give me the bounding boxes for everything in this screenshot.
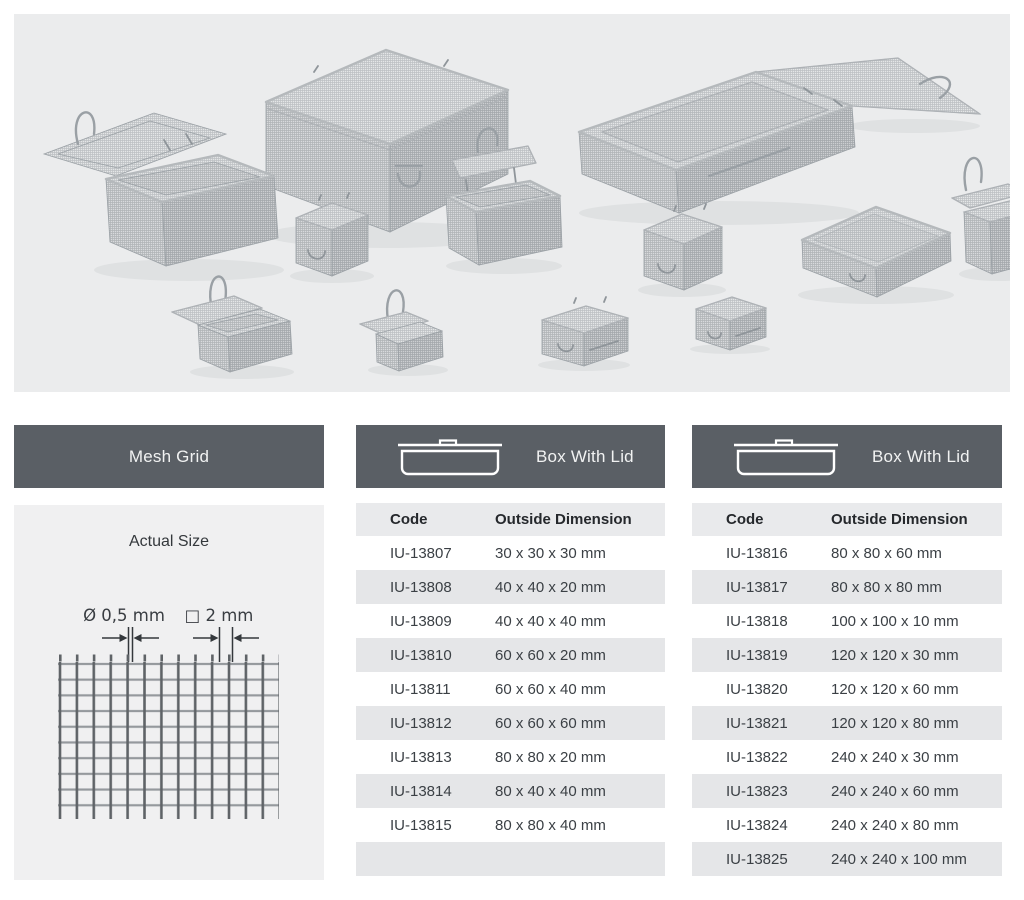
table-row: IU-13813 80 x 80 x 20 mm — [390, 748, 606, 766]
mesh-size-callout — [193, 627, 259, 662]
mesh-basket-closed-1 — [542, 297, 628, 366]
box-with-lid-icon — [394, 436, 506, 476]
table-row: IU-13816 80 x 80 x 60 mm — [726, 544, 942, 562]
mesh-swatch — [58, 658, 279, 819]
table-row: IU-13810 60 x 60 x 20 mm — [356, 638, 665, 672]
table-row: IU-13823 240 x 240 x 60 mm — [692, 774, 1002, 808]
table-row: IU-13809 40 x 40 x 40 mm — [390, 612, 606, 630]
table-row: IU-13817 80 x 80 x 80 mm — [692, 570, 1002, 604]
table-row-empty — [356, 842, 665, 876]
table-row: IU-13821 120 x 120 x 80 mm — [692, 706, 1002, 740]
table-row: IU-13815 80 x 80 x 40 mm — [390, 816, 606, 834]
table-row: IU-13822 240 x 240 x 30 mm — [726, 748, 959, 766]
box-with-lid-header-2 — [692, 425, 1002, 488]
mesh-basket-small-open — [172, 277, 292, 372]
table-header-row — [356, 503, 665, 536]
mesh-grid-title: Mesh Grid — [128, 446, 210, 466]
table-row: IU-13824 240 x 240 x 80 mm — [726, 816, 959, 834]
table-row: IU-13807 30 x 30 x 30 mm — [390, 544, 606, 562]
table-row: IU-13812 60 x 60 x 60 mm — [356, 706, 665, 740]
mesh-baskets-illustration — [14, 14, 1010, 392]
table-header-row — [692, 503, 1002, 536]
box-with-lid-panel-2 — [692, 425, 1002, 876]
table-row: IU-13819 120 x 120 x 30 mm — [692, 638, 1002, 672]
column-header-dimension: Outside Dimension — [831, 511, 968, 528]
mesh-grid-panel — [14, 425, 324, 625]
column-header-code: Code — [390, 511, 428, 528]
mesh-tray-open-lid — [579, 58, 980, 213]
table-row: IU-13811 60 x 60 x 40 mm — [390, 680, 606, 698]
mesh-basket-open-lid — [44, 112, 278, 266]
table-row: IU-13818 100 x 100 x 10 mm — [726, 612, 959, 630]
table-body — [356, 536, 665, 876]
box-with-lid-header-1 — [356, 425, 665, 488]
table-title: Box With Lid — [536, 447, 634, 466]
table-row: IU-13814 80 x 40 x 40 mm — [356, 774, 665, 808]
table-title: Box With Lid — [872, 447, 970, 466]
mesh-basket-tiny — [360, 290, 443, 371]
mesh-basket-closed-2 — [696, 297, 766, 350]
column-header-dimension: Outside Dimension — [495, 511, 632, 528]
table-row: IU-13825 240 x 240 x 100 mm — [692, 842, 1002, 876]
actual-size-panel — [14, 505, 324, 880]
actual-size-title: Actual Size — [128, 533, 210, 550]
mesh-grid-diagram — [14, 505, 324, 880]
mesh-grid-header — [14, 425, 324, 488]
column-header-code: Code — [726, 511, 764, 528]
table-body — [692, 536, 1002, 876]
table-row: IU-13820 120 x 120 x 60 mm — [726, 680, 959, 698]
box-with-lid-panel-1 — [356, 425, 665, 876]
product-photo — [14, 14, 1010, 392]
mesh-size-label: □ 2 mm — [184, 606, 254, 625]
box-with-lid-icon — [730, 436, 842, 476]
wire-diameter-label: Ø 0,5 mm — [83, 606, 165, 625]
mesh-basket-right-edge — [952, 158, 1010, 274]
table-row: IU-13808 40 x 40 x 20 mm — [356, 570, 665, 604]
